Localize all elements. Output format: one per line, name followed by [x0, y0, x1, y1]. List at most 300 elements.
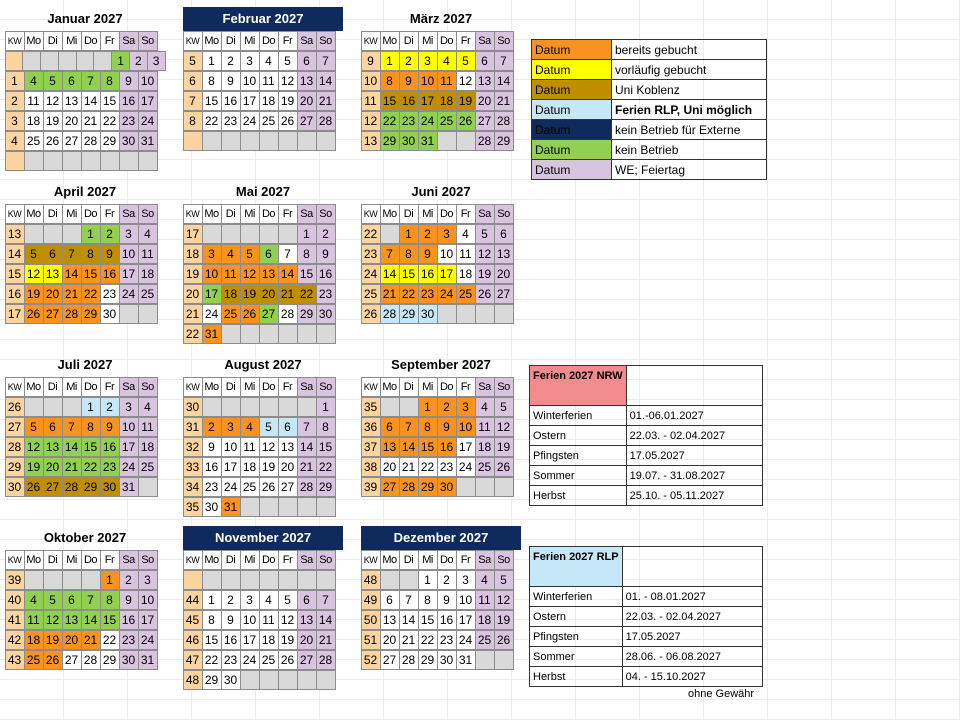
day-cell: 21	[316, 91, 336, 111]
day-cell: 10	[240, 71, 260, 91]
week-number: 40	[5, 590, 25, 610]
ferien-dates: 28.06. - 06.08.2027	[622, 647, 762, 667]
week-row	[183, 457, 343, 477]
day-cell: 18	[138, 264, 158, 284]
week-row	[361, 51, 521, 71]
week-number: 48	[361, 570, 381, 590]
day-cell: 6	[62, 590, 82, 610]
day-cell	[240, 131, 260, 151]
day-cell: 11	[456, 244, 476, 264]
day-cell: 29	[399, 304, 419, 324]
month-block	[361, 353, 521, 497]
ferien-row	[530, 667, 763, 687]
day-cell: 20	[380, 457, 400, 477]
day-cell: 6	[62, 71, 82, 91]
day-cell: 20	[297, 91, 317, 111]
day-cell: 3	[202, 244, 222, 264]
day-cell: 26	[494, 630, 514, 650]
ferien-nrw-title: Ferien 2027 NRW	[530, 366, 627, 406]
day-cell: 9	[437, 590, 457, 610]
weekday-header: KW	[361, 31, 381, 51]
week-row	[361, 477, 521, 497]
day-cell: 2	[129, 51, 148, 71]
ferien-dates: 04. - 15.10.2027	[622, 667, 762, 687]
legend-swatch: Datum	[532, 60, 612, 80]
day-cell: 27	[297, 650, 317, 670]
week-number: 22	[361, 224, 381, 244]
day-cell: 4	[259, 590, 279, 610]
day-cell	[259, 131, 279, 151]
day-cell: 24	[221, 477, 241, 497]
day-cell	[240, 570, 260, 590]
day-cell	[22, 51, 41, 71]
day-cell: 21	[399, 630, 419, 650]
day-cell: 22	[418, 457, 438, 477]
day-cell: 31	[202, 324, 222, 344]
day-cell: 24	[119, 284, 139, 304]
day-cell: 24	[202, 304, 222, 324]
day-cell: 8	[81, 244, 101, 264]
day-cell: 4	[221, 244, 241, 264]
day-cell: 26	[475, 284, 495, 304]
week-number: 34	[183, 477, 203, 497]
day-cell: 9	[100, 244, 120, 264]
day-cell: 30	[221, 670, 241, 690]
day-cell: 24	[456, 630, 476, 650]
day-cell: 4	[475, 397, 495, 417]
week-row	[183, 650, 343, 670]
legend-row	[532, 160, 767, 180]
week-row	[5, 244, 165, 264]
day-cell: 5	[494, 570, 514, 590]
week-number: 25	[361, 284, 381, 304]
day-cell: 14	[62, 437, 82, 457]
day-cell	[494, 477, 514, 497]
ferien-name: Winterferien	[530, 406, 627, 426]
weekday-header: So	[316, 550, 336, 570]
weekday-header: Fr	[456, 550, 476, 570]
day-cell: 30	[119, 131, 139, 151]
day-cell: 3	[418, 51, 438, 71]
month-block	[183, 180, 343, 344]
week-row	[183, 91, 343, 111]
week-number: 52	[361, 650, 381, 670]
ferien-dates: 25.10. - 05.11.2027	[626, 486, 762, 506]
day-cell	[297, 397, 317, 417]
week-row	[183, 630, 343, 650]
day-cell: 3	[456, 397, 476, 417]
weekday-header: Do	[81, 377, 101, 397]
week-number: 36	[361, 417, 381, 437]
day-cell	[221, 570, 241, 590]
week-row	[5, 264, 165, 284]
day-cell	[278, 131, 298, 151]
month-title: März 2027	[409, 11, 473, 26]
day-cell: 20	[475, 91, 495, 111]
day-cell	[138, 477, 158, 497]
day-cell: 15	[100, 91, 120, 111]
day-cell: 26	[259, 477, 279, 497]
day-cell: 6	[494, 224, 514, 244]
day-cell: 28	[297, 477, 317, 497]
legend-swatch: Datum	[532, 40, 612, 60]
week-number: 29	[5, 457, 25, 477]
day-cell: 3	[138, 570, 158, 590]
day-cell: 17	[138, 91, 158, 111]
day-cell: 19	[24, 284, 44, 304]
ferien-name: Sommer	[530, 647, 623, 667]
month-title: Februar 2027	[183, 7, 343, 31]
day-cell: 17	[138, 610, 158, 630]
day-cell: 22	[81, 457, 101, 477]
week-row	[361, 224, 521, 244]
day-cell: 7	[399, 417, 419, 437]
day-cell	[297, 570, 317, 590]
day-cell: 12	[240, 264, 260, 284]
day-cell: 19	[494, 437, 514, 457]
day-cell: 23	[316, 284, 336, 304]
day-cell	[316, 497, 336, 517]
day-cell: 19	[259, 457, 279, 477]
weekday-header: Di	[221, 550, 241, 570]
day-cell: 6	[475, 51, 495, 71]
day-cell: 31	[456, 650, 476, 670]
day-cell: 22	[316, 457, 336, 477]
weekday-header: Fr	[100, 377, 120, 397]
day-cell: 13	[62, 610, 82, 630]
day-cell: 8	[316, 417, 336, 437]
weekday-header: Di	[399, 550, 419, 570]
legend-row	[532, 80, 767, 100]
day-cell: 14	[399, 437, 419, 457]
day-cell: 5	[456, 51, 476, 71]
weekday-header: Do	[437, 377, 457, 397]
week-number: 13	[361, 131, 381, 151]
month-block	[361, 526, 521, 670]
day-cell: 24	[138, 630, 158, 650]
day-cell: 15	[100, 610, 120, 630]
weekday-header: Di	[399, 31, 419, 51]
legend-row	[532, 100, 767, 120]
day-cell: 20	[259, 284, 279, 304]
ferien-rlp-table	[529, 546, 763, 687]
weekday-header: Di	[43, 377, 63, 397]
day-cell: 29	[297, 304, 317, 324]
weekday-header: So	[494, 31, 514, 51]
weekday-header: Di	[221, 31, 241, 51]
day-cell	[24, 224, 44, 244]
day-cell: 29	[81, 304, 101, 324]
week-number: 11	[361, 91, 381, 111]
day-cell	[259, 224, 279, 244]
day-cell: 16	[100, 437, 120, 457]
week-number: 22	[183, 324, 203, 344]
week-number: 15	[5, 264, 25, 284]
weekday-header: KW	[183, 204, 203, 224]
day-cell: 18	[475, 610, 495, 630]
day-cell: 28	[278, 304, 298, 324]
day-cell: 8	[202, 610, 222, 630]
weekday-header: Do	[259, 377, 279, 397]
weekday-header: Mi	[62, 377, 82, 397]
week-row	[5, 397, 165, 417]
week-number: 8	[183, 111, 203, 131]
ferien-dates: 17.05.2027	[622, 627, 762, 647]
day-cell	[259, 670, 279, 690]
weekday-header: So	[316, 204, 336, 224]
day-cell: 23	[418, 284, 438, 304]
day-cell: 28	[62, 477, 82, 497]
week-row	[183, 71, 343, 91]
day-cell: 24	[456, 457, 476, 477]
day-cell: 11	[138, 417, 158, 437]
day-cell: 18	[475, 437, 495, 457]
day-cell: 24	[240, 650, 260, 670]
weekday-header: Mi	[240, 204, 260, 224]
day-cell	[43, 224, 63, 244]
ferien-dates: 17.05.2027	[626, 446, 762, 466]
day-cell: 7	[494, 51, 514, 71]
day-cell: 1	[380, 51, 400, 71]
day-cell: 10	[240, 610, 260, 630]
weekday-header: KW	[361, 204, 381, 224]
day-cell: 11	[24, 91, 44, 111]
week-row	[361, 590, 521, 610]
weekday-header: Sa	[475, 204, 495, 224]
weekday-header: Mi	[62, 31, 82, 51]
day-cell: 5	[475, 224, 495, 244]
day-cell: 5	[259, 417, 279, 437]
week-number: 38	[361, 457, 381, 477]
weekday-header: Do	[259, 550, 279, 570]
week-number: 43	[5, 650, 25, 670]
day-cell: 5	[43, 590, 63, 610]
week-number: 47	[183, 650, 203, 670]
ferien-name: Pfingsten	[530, 627, 623, 647]
day-cell: 16	[221, 630, 241, 650]
weekday-header: Fr	[100, 31, 120, 51]
day-cell	[58, 51, 77, 71]
legend-table	[531, 39, 767, 180]
day-cell: 16	[221, 91, 241, 111]
day-cell: 19	[43, 630, 63, 650]
day-cell: 14	[316, 71, 336, 91]
day-cell: 12	[494, 590, 514, 610]
weekday-header: Fr	[278, 204, 298, 224]
ferien-row	[530, 446, 763, 466]
month-title: April 2027	[53, 184, 117, 199]
day-cell	[40, 51, 59, 71]
weekday-header: Mo	[24, 377, 44, 397]
ferien-dates: 19.07. - 31.08.2027	[626, 466, 762, 486]
week-row	[5, 437, 165, 457]
weekday-header: Sa	[297, 204, 317, 224]
month-block	[183, 7, 343, 151]
day-cell: 25	[221, 304, 241, 324]
weekday-header: Fr	[456, 31, 476, 51]
day-cell: 13	[278, 437, 298, 457]
day-cell: 21	[278, 284, 298, 304]
weekday-header: Mi	[62, 550, 82, 570]
month-title: November 2027	[183, 526, 343, 550]
day-cell: 30	[202, 497, 222, 517]
day-cell: 5	[278, 590, 298, 610]
day-cell: 19	[475, 264, 495, 284]
week-row	[183, 397, 343, 417]
day-cell: 29	[494, 131, 514, 151]
week-number: 5	[183, 51, 203, 71]
ferien-name: Ostern	[530, 607, 623, 627]
month-title: Oktober 2027	[43, 530, 127, 545]
month-block	[361, 7, 521, 151]
day-cell: 27	[380, 650, 400, 670]
day-cell: 9	[119, 71, 139, 91]
day-cell	[138, 304, 158, 324]
weekday-header: Mo	[202, 377, 222, 397]
month-title: Dezember 2027	[361, 526, 521, 550]
day-cell: 15	[316, 437, 336, 457]
day-cell: 23	[399, 111, 419, 131]
day-cell: 1	[297, 224, 317, 244]
weekday-header: Mo	[380, 377, 400, 397]
day-cell: 27	[62, 131, 82, 151]
day-cell: 6	[259, 244, 279, 264]
day-cell: 19	[43, 111, 63, 131]
weekday-header: Fr	[456, 204, 476, 224]
day-cell: 19	[456, 91, 476, 111]
weekday-header: Di	[399, 204, 419, 224]
day-cell: 17	[456, 437, 476, 457]
week-row	[183, 570, 343, 590]
day-cell: 25	[138, 457, 158, 477]
weekday-header: Mi	[418, 204, 438, 224]
day-cell	[119, 151, 139, 171]
day-cell	[316, 570, 336, 590]
week-number: 18	[183, 244, 203, 264]
weekday-header: Sa	[475, 550, 495, 570]
week-number: 39	[361, 477, 381, 497]
day-cell: 11	[437, 71, 457, 91]
day-cell: 19	[240, 284, 260, 304]
day-cell: 13	[380, 610, 400, 630]
day-cell: 25	[240, 477, 260, 497]
week-number: 30	[5, 477, 25, 497]
day-cell: 29	[100, 650, 120, 670]
day-cell: 27	[278, 477, 298, 497]
day-cell	[43, 570, 63, 590]
week-row	[183, 324, 343, 344]
day-cell: 2	[221, 590, 241, 610]
day-cell: 11	[240, 437, 260, 457]
week-row	[183, 224, 343, 244]
month-block	[5, 7, 165, 171]
ferien-name: Herbst	[530, 667, 623, 687]
day-cell: 27	[297, 111, 317, 131]
week-number: 2	[5, 91, 25, 111]
day-cell: 22	[202, 650, 222, 670]
day-cell	[202, 570, 222, 590]
month-title: Januar 2027	[47, 11, 123, 26]
day-cell	[81, 570, 101, 590]
day-cell: 25	[24, 650, 44, 670]
day-cell: 18	[138, 437, 158, 457]
day-cell: 8	[202, 71, 222, 91]
week-row	[361, 131, 521, 151]
day-cell: 6	[43, 417, 63, 437]
day-cell	[202, 224, 222, 244]
week-row	[183, 304, 343, 324]
day-cell: 20	[62, 111, 82, 131]
day-cell: 17	[119, 264, 139, 284]
weekday-header: KW	[5, 204, 25, 224]
weekday-header: Mi	[418, 550, 438, 570]
day-cell: 27	[380, 477, 400, 497]
week-row	[5, 151, 165, 171]
ferien-dates: 01. - 08.01.2027	[622, 587, 762, 607]
weekday-header: Mo	[24, 204, 44, 224]
day-cell: 1	[316, 397, 336, 417]
week-number: 20	[183, 284, 203, 304]
day-cell: 14	[297, 437, 317, 457]
day-cell: 26	[278, 111, 298, 131]
week-row	[5, 477, 165, 497]
day-cell: 23	[437, 457, 457, 477]
day-cell: 8	[100, 71, 120, 91]
month-title: September 2027	[391, 357, 491, 372]
day-cell: 12	[43, 91, 63, 111]
week-row	[361, 244, 521, 264]
ferien-row	[530, 486, 763, 506]
day-cell: 13	[380, 437, 400, 457]
day-cell: 18	[259, 91, 279, 111]
day-cell: 30	[437, 650, 457, 670]
week-number: 28	[5, 437, 25, 457]
day-cell	[278, 497, 298, 517]
day-cell: 17	[221, 457, 241, 477]
day-cell: 15	[399, 264, 419, 284]
day-cell: 7	[399, 590, 419, 610]
weekday-header: Mi	[418, 377, 438, 397]
week-row	[5, 610, 165, 630]
month-title: August 2027	[224, 357, 302, 372]
day-cell: 20	[62, 630, 82, 650]
week-row	[5, 590, 165, 610]
day-cell: 18	[24, 111, 44, 131]
day-cell: 21	[62, 457, 82, 477]
week-number	[5, 151, 25, 171]
week-row	[361, 457, 521, 477]
day-cell: 16	[202, 457, 222, 477]
day-cell: 17	[418, 91, 438, 111]
day-cell: 13	[43, 264, 63, 284]
day-cell: 23	[437, 630, 457, 650]
day-cell: 5	[24, 244, 44, 264]
week-row	[361, 610, 521, 630]
day-cell: 3	[119, 224, 139, 244]
day-cell: 22	[202, 111, 222, 131]
weekday-header: So	[316, 377, 336, 397]
week-row	[361, 570, 521, 590]
day-cell: 29	[418, 477, 438, 497]
day-cell: 16	[437, 437, 457, 457]
day-cell: 30	[100, 304, 120, 324]
weekday-header: Mo	[24, 550, 44, 570]
ferien-name: Sommer	[530, 466, 627, 486]
day-cell: 29	[316, 477, 336, 497]
week-number: 30	[183, 397, 203, 417]
day-cell: 25	[456, 284, 476, 304]
day-cell: 8	[418, 590, 438, 610]
